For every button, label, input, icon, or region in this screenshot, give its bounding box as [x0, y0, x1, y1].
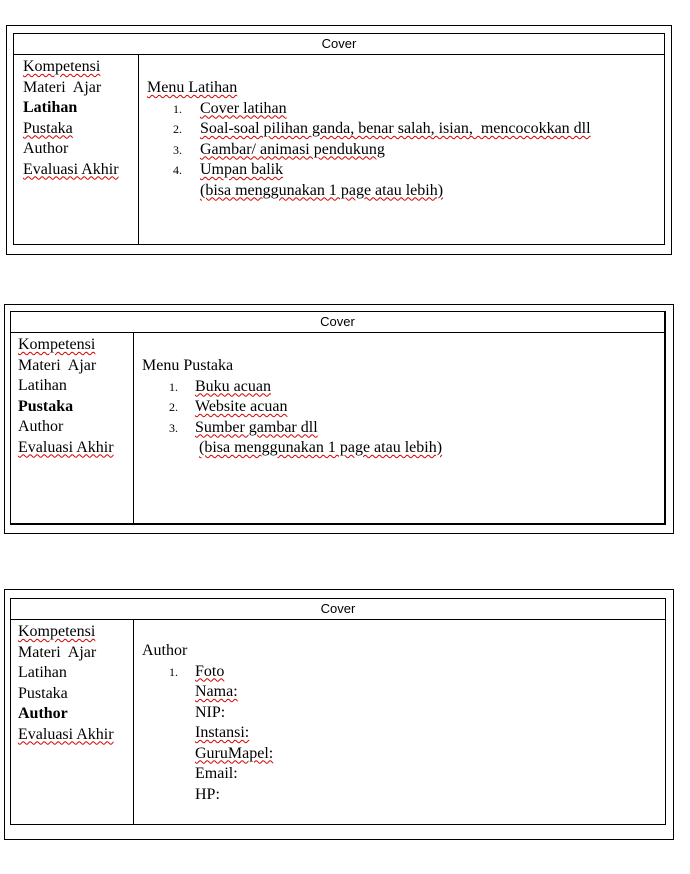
menu-author[interactable]: Author: [18, 705, 68, 722]
list-item: [147, 140, 591, 161]
menu-materi-ajar[interactable]: Materi Ajar: [18, 356, 97, 374]
item-text: Gambar/ animasi pendukung: [200, 140, 385, 158]
menu-pustaka[interactable]: Pustaka: [23, 119, 73, 137]
menu-kompetensi[interactable]: Kompetensi: [18, 336, 96, 353]
content-title: Author: [142, 642, 188, 659]
item-text: Soal-soal pilihan ganda, benar salah, isian, mencocokkan dll: [200, 120, 591, 137]
panel-frame: [10, 311, 666, 525]
cover-header[interactable]: Cover: [11, 599, 665, 620]
list-item: [147, 119, 591, 140]
author-fields: [142, 682, 273, 805]
cover-header[interactable]: Cover: [14, 34, 664, 55]
item-number: 1.: [169, 379, 178, 394]
item-number: 2.: [173, 122, 182, 136]
item-number: 1.: [169, 664, 178, 679]
field-guru-mapel-label: GuruMapel:: [195, 744, 274, 762]
list-item: [142, 662, 273, 683]
item-list: [147, 99, 591, 181]
menu-evaluasi-akhir[interactable]: Evaluasi Akhir: [23, 160, 119, 178]
sidebar-menu: [14, 54, 139, 244]
content-note: (bisa menggunakan 1 page atau lebih): [199, 439, 443, 456]
item-number: 3.: [169, 420, 178, 435]
menu-latihan[interactable]: Latihan: [18, 664, 67, 681]
panel-frame: [10, 598, 666, 825]
item-list: [142, 662, 273, 683]
list-item: [142, 377, 442, 398]
panel-latihan: [6, 25, 672, 255]
menu-kompetensi[interactable]: Kompetensi: [18, 623, 96, 640]
item-text: Umpan balik: [200, 161, 284, 178]
menu-pustaka[interactable]: Pustaka: [18, 684, 68, 702]
field-guru-mapel: [195, 744, 273, 765]
item-number: 3.: [173, 142, 182, 157]
item-text: Website acuan: [195, 398, 288, 415]
menu-materi-ajar[interactable]: Materi Ajar: [23, 78, 102, 96]
item-text: Cover latihan: [200, 99, 287, 117]
panel-author: [4, 589, 674, 840]
menu-latihan[interactable]: Latihan: [23, 99, 78, 116]
item-number: 1.: [173, 101, 182, 116]
content-title: [142, 356, 442, 377]
list-item: [147, 99, 591, 120]
sidebar-menu: [11, 332, 134, 523]
list-item: [147, 160, 591, 181]
menu-pustaka[interactable]: Pustaka: [18, 397, 74, 415]
item-number: 2.: [169, 400, 178, 414]
panel-frame: [13, 33, 665, 245]
menu-evaluasi-akhir[interactable]: Evaluasi Akhir: [18, 725, 114, 743]
item-text: Buku acuan: [195, 377, 271, 395]
menu-latihan[interactable]: Latihan: [18, 377, 67, 394]
content-title-text: Menu Pustaka: [142, 357, 234, 374]
list-item: [142, 418, 442, 439]
cover-header[interactable]: Cover: [11, 312, 664, 333]
item-text: Sumber gambar dll: [195, 418, 318, 436]
menu-materi-ajar[interactable]: Materi Ajar: [18, 643, 97, 661]
field-email: Email:: [195, 765, 238, 782]
panel-pustaka: [4, 304, 674, 534]
field-nama: [195, 682, 273, 703]
list-item: [142, 397, 442, 418]
item-number: 4.: [173, 163, 182, 177]
content-title: Menu Latihan: [147, 79, 238, 96]
content-area: [142, 356, 442, 459]
menu-author[interactable]: Author: [18, 418, 64, 435]
menu-author[interactable]: Author: [23, 140, 69, 157]
content-area: [147, 78, 591, 201]
content-note: (bisa menggunakan 1 page atau lebih): [200, 181, 444, 199]
content-area: [142, 641, 273, 805]
item-list: [142, 377, 442, 439]
sidebar-menu: [11, 619, 134, 824]
field-hp: HP:: [195, 785, 220, 803]
field-instansi-label: Instansi:: [195, 724, 250, 741]
menu-evaluasi-akhir[interactable]: Evaluasi Akhir: [18, 438, 114, 456]
item-text: Foto: [195, 662, 225, 680]
field-nama-label: Nama:: [195, 683, 238, 700]
menu-kompetensi[interactable]: Kompetensi: [23, 58, 101, 75]
field-nip: NIP:: [195, 703, 226, 721]
field-instansi: [195, 723, 273, 744]
